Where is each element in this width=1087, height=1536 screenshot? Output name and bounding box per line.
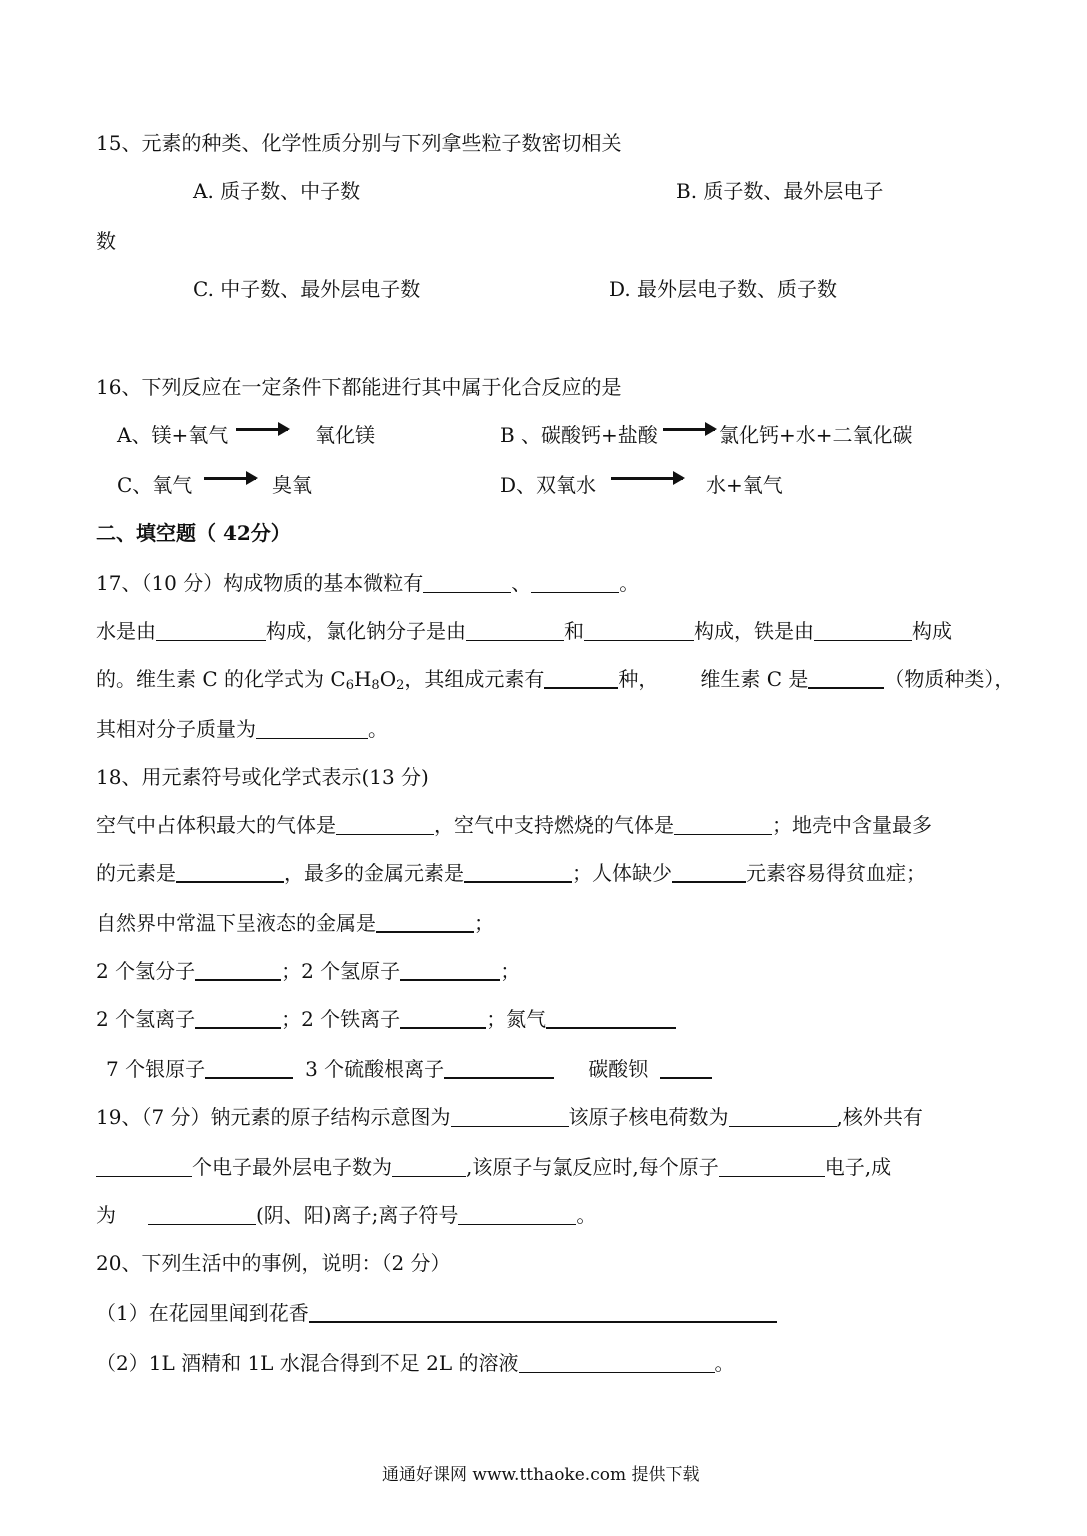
- q16-b-left: B 、碳酸钙+盐酸: [500, 423, 658, 447]
- q17-text: 17、（10 分）构成物质的基本微粒有: [96, 571, 424, 595]
- q17-line2: [96, 618, 952, 644]
- q18-text: ；人体缺少: [572, 861, 672, 885]
- q18-text: ；: [474, 911, 494, 935]
- q18-text: ；氮气: [486, 1007, 547, 1031]
- q18-text: ，空气中支持燃烧的气体是: [434, 813, 674, 837]
- q18-text: ；: [500, 959, 521, 983]
- q19-text: (阴、阳)离子;离子符号: [256, 1203, 459, 1227]
- q19-text: 19、（7 分）钠元素的原子结构示意图为: [96, 1105, 451, 1129]
- q15-option-b: B. 质子数、最外层电子: [676, 179, 884, 203]
- q17-text: 构成: [912, 619, 952, 643]
- q17-text: 水是由: [96, 619, 156, 643]
- q20-text: （1）在花园里闻到花香: [96, 1301, 309, 1325]
- q17-line3: [96, 666, 1014, 699]
- q17-text: 、: [511, 571, 532, 595]
- answer-blank[interactable]: [451, 1106, 569, 1127]
- answer-blank[interactable]: [814, 620, 912, 641]
- q19-text: ,核外共有: [836, 1105, 923, 1129]
- q18-line4: [96, 910, 494, 936]
- q17-text: 。: [619, 571, 640, 595]
- q18-title: 18、用元素符号或化学式表示(13 分): [96, 765, 429, 789]
- q17-text: 构成，铁是由: [694, 619, 814, 643]
- q18-text: 自然界中常温下呈液态的金属是: [96, 911, 376, 935]
- q19-line1: [96, 1104, 923, 1130]
- q16-c-right: 臭氧: [272, 473, 312, 497]
- answer-blank[interactable]: [195, 1007, 281, 1029]
- answer-blank[interactable]: [195, 959, 281, 981]
- q17-text: H: [353, 667, 372, 691]
- answer-blank[interactable]: [584, 620, 694, 641]
- answer-blank[interactable]: [205, 1057, 293, 1079]
- q17-text: 和: [564, 619, 584, 643]
- answer-blank[interactable]: [156, 620, 266, 641]
- q16-d-left: D、双氧水: [500, 473, 597, 497]
- q18-text: 7 个银原子: [106, 1057, 206, 1081]
- q20-item2: [96, 1350, 735, 1376]
- q18-line2: [96, 812, 932, 838]
- answer-blank[interactable]: [729, 1106, 837, 1127]
- q15-option-b-wrap: 数: [96, 229, 116, 253]
- q18-line7: [106, 1056, 712, 1082]
- q16-c-left: C、氧气: [117, 473, 193, 497]
- answer-blank[interactable]: [392, 1156, 466, 1177]
- q18-text: 空气中占体积最大的气体是: [96, 813, 336, 837]
- answer-blank[interactable]: [444, 1057, 554, 1079]
- answer-blank[interactable]: [674, 814, 772, 835]
- answer-blank[interactable]: [660, 1057, 712, 1079]
- answer-blank[interactable]: [466, 620, 564, 641]
- answer-blank[interactable]: [719, 1156, 825, 1177]
- q18-text: ；2 个铁离子: [281, 1007, 401, 1031]
- answer-blank[interactable]: [400, 1007, 486, 1029]
- q15-option-a: A. 质子数、中子数: [193, 179, 361, 203]
- q17-text: 维生素 C 是: [700, 667, 809, 691]
- answer-blank[interactable]: [546, 1007, 676, 1029]
- q18-text: 2 个氢离子: [96, 1007, 196, 1031]
- subscript: 8: [371, 678, 380, 693]
- answer-blank[interactable]: [519, 1352, 715, 1373]
- q17-line1: [96, 570, 639, 596]
- q16-a-right: 氧化镁: [315, 423, 375, 447]
- q18-text: ；2 个氢原子: [281, 959, 401, 983]
- q19-text: 个电子最外层电子数为: [192, 1155, 392, 1179]
- q17-line4: [96, 716, 388, 742]
- q16-a-left: A、镁+氧气: [117, 423, 229, 447]
- subscript: 2: [396, 678, 405, 693]
- q20-text: 。: [714, 1351, 735, 1375]
- answer-blank[interactable]: [256, 718, 368, 739]
- answer-blank[interactable]: [336, 814, 434, 835]
- q18-text: 3 个硫酸根离子: [305, 1057, 445, 1081]
- q18-text: 2 个氢分子: [96, 959, 196, 983]
- reaction-arrow-icon: [611, 477, 683, 480]
- answer-blank[interactable]: [464, 861, 572, 883]
- q19-text: 该原子核电荷数为: [568, 1105, 729, 1129]
- q18-text: 的元素是: [96, 861, 176, 885]
- q17-text: 的。维生素 C 的化学式为 C: [96, 667, 346, 691]
- q18-text: ；地壳中含量最多: [772, 813, 932, 837]
- footer-credit: 通通好课网 www.tthaoke.com 提供下载: [382, 1465, 700, 1485]
- answer-blank[interactable]: [96, 1156, 192, 1177]
- reaction-arrow-icon: [236, 428, 288, 431]
- answer-blank[interactable]: [672, 861, 746, 883]
- q18-text: 碳酸钡: [588, 1057, 649, 1081]
- q15-stem: 15、元素的种类、化学性质分别与下列拿些粒子数密切相关: [96, 131, 622, 155]
- section-title: 二、填空题（ 42分）: [96, 521, 291, 545]
- q18-line5: [96, 958, 520, 984]
- q16-b-right: 氯化钙+水+二氧化碳: [719, 423, 913, 447]
- q19-text: 为: [96, 1203, 116, 1227]
- answer-blank[interactable]: [309, 1301, 777, 1323]
- answer-blank[interactable]: [808, 667, 884, 689]
- q19-line3: [96, 1202, 596, 1228]
- answer-blank[interactable]: [458, 1204, 576, 1225]
- q17-text: 其相对分子质量为: [96, 717, 256, 741]
- q19-text: 。: [576, 1203, 597, 1227]
- reaction-arrow-icon: [663, 428, 715, 431]
- q18-text: 元素容易得贫血症；: [746, 861, 926, 885]
- q15-option-c: C. 中子数、最外层电子数: [193, 277, 421, 301]
- q16-d-right: 水+氧气: [706, 473, 783, 497]
- q20-stem: 20、下列生活中的事例，说明：（2 分）: [96, 1251, 451, 1275]
- answer-blank[interactable]: [423, 572, 511, 593]
- q19-line2: [96, 1154, 891, 1180]
- q18-text: ，最多的金属元素是: [284, 861, 464, 885]
- q17-text: 种，: [618, 667, 659, 691]
- reaction-arrow-icon: [204, 477, 256, 480]
- q19-text: 电子,成: [824, 1155, 892, 1179]
- answer-blank[interactable]: [400, 959, 500, 981]
- subscript: 6: [345, 678, 354, 693]
- answer-blank[interactable]: [376, 911, 474, 933]
- q19-text: ,该原子与氯反应时,每个原子: [466, 1155, 719, 1179]
- q20-text: （2）1L 酒精和 1L 水混合得到不足 2L 的溶液: [96, 1351, 519, 1375]
- q17-text: 构成，氯化钠分子是由: [266, 619, 466, 643]
- q16-stem: 16、下列反应在一定条件下都能进行其中属于化合反应的是: [96, 375, 622, 399]
- answer-blank[interactable]: [531, 572, 619, 593]
- answer-blank[interactable]: [544, 667, 618, 689]
- q17-text: ，其组成元素有: [404, 667, 545, 691]
- answer-blank[interactable]: [176, 861, 284, 883]
- q15-option-d: D. 最外层电子数、质子数: [609, 277, 838, 301]
- q17-text: O: [379, 667, 397, 691]
- q20-item1: [96, 1300, 777, 1326]
- q18-line3: [96, 860, 926, 886]
- answer-blank[interactable]: [148, 1204, 256, 1225]
- q17-text: 。: [368, 717, 388, 741]
- q17-text: （物质种类），: [884, 667, 1015, 691]
- q18-line6: [96, 1006, 676, 1032]
